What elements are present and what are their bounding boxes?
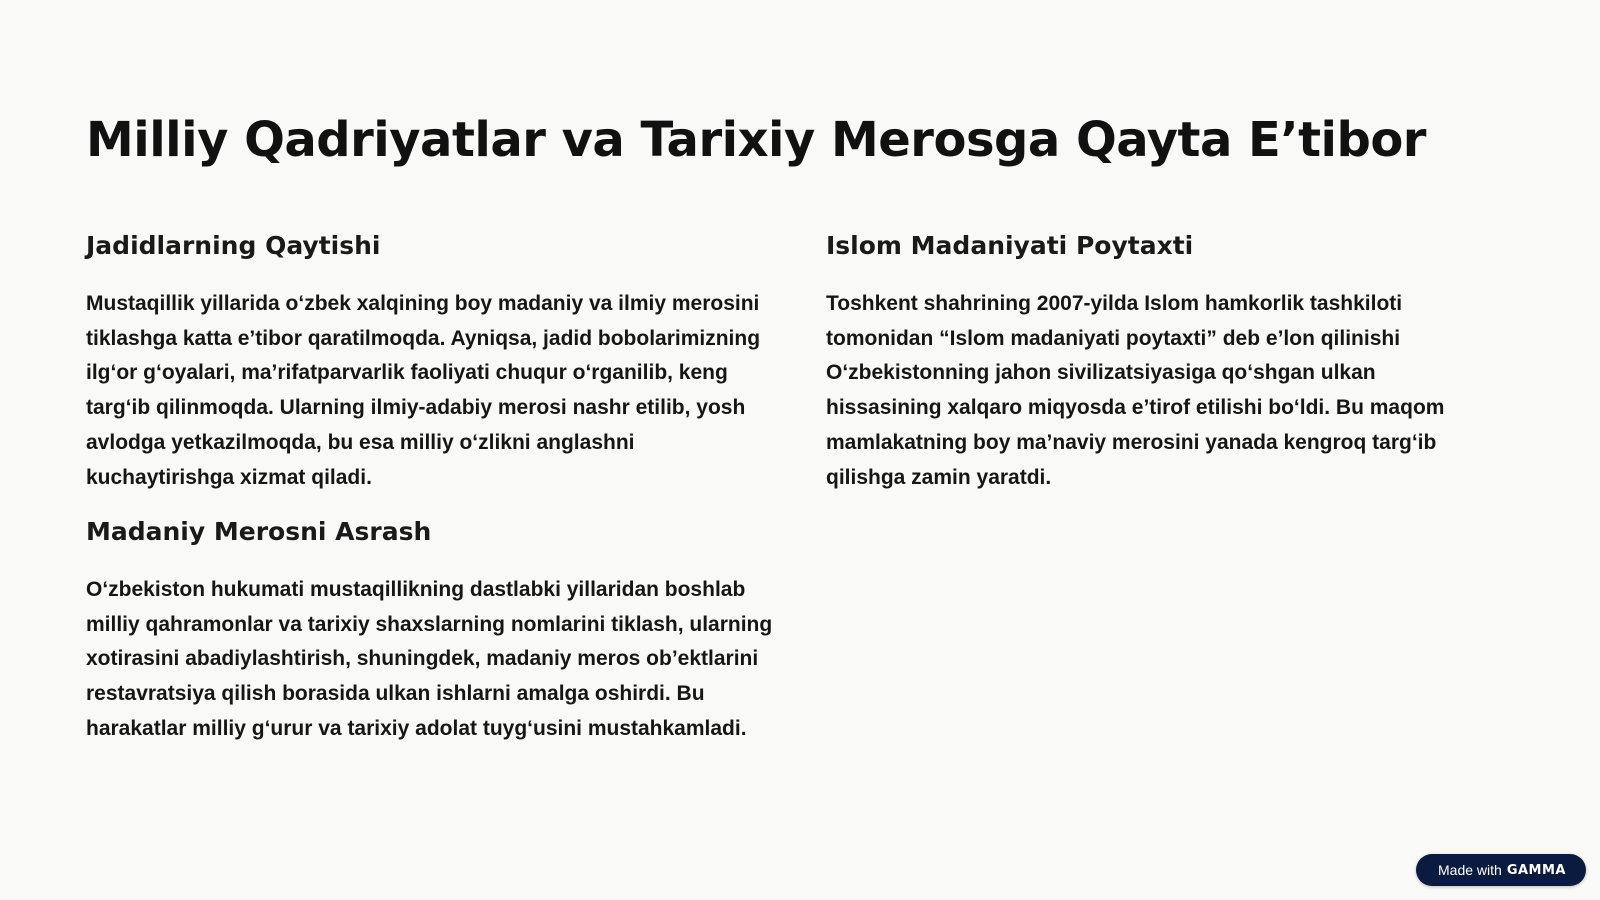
section-islom-madaniyati-poytaxti — [826, 226, 1496, 495]
section-heading: Madaniy Merosni Asrash — [86, 517, 432, 546]
section-madaniy-merosni-asrash — [86, 512, 776, 747]
made-with-gamma-badge[interactable] — [1416, 854, 1586, 886]
badge-prefix: Made with — [1438, 862, 1502, 878]
section-body: Mustaqillik yillarida o‘zbek xalqining boy madaniy va ilmiy merosini tiklashga katta e’tibor qaratilmoqda. Ayniqsa, jadid bobolarimizning ilg‘or g‘oyalari, ma’rifatparvarlik faoliyati chuqur o‘rganilib, keng targ‘ib qilinmoqda. Ularning ilmiy-adabiy merosi nashr etilib, yosh avlodga yetkazilmoqda, bu esa milliy o‘zlikni anglashni kuchaytirishga xizmat qiladi. — [86, 292, 761, 489]
section-jadidlarning-qaytishi — [86, 226, 776, 495]
slide-title: Milliy Qadriyatlar va Tarixiy Merosga Qayta E’tibor — [86, 112, 1426, 168]
section-body: Toshkent shahrining 2007-yilda Islom hamkorlik tashkiloti tomonidan “Islom madaniyati poytaxti” deb e’lon qilinishi O‘zbekistonning jahon sivilizatsiyasiga qo‘shgan ulkan hissasining xalqaro miqyosda e’tirof etilishi bo‘ldi. Bu maqom mamlakatning boy ma’naviy merosini yanada kengroq targ‘ib qilishga zamin yaratdi. — [826, 292, 1445, 489]
section-heading: Jadidlarning Qaytishi — [86, 231, 381, 260]
gamma-logo: GAMMA — [1506, 862, 1566, 878]
section-body: O‘zbekiston hukumati mustaqillikning dastlabki yillaridan boshlab milliy qahramonlar va tarixiy shaxslarning nomlarini tiklash, ularning xotirasini abadiylashtirish, shuningdek, madaniy meros ob’ektlarini restavratsiya qilish borasida ulkan ishlarni amalga oshirdi. Bu harakatlar milliy g‘urur va tarixiy adolat tuyg‘usini mustahkamladi. — [86, 578, 773, 740]
section-heading: Islom Madaniyati Poytaxti — [826, 231, 1194, 260]
